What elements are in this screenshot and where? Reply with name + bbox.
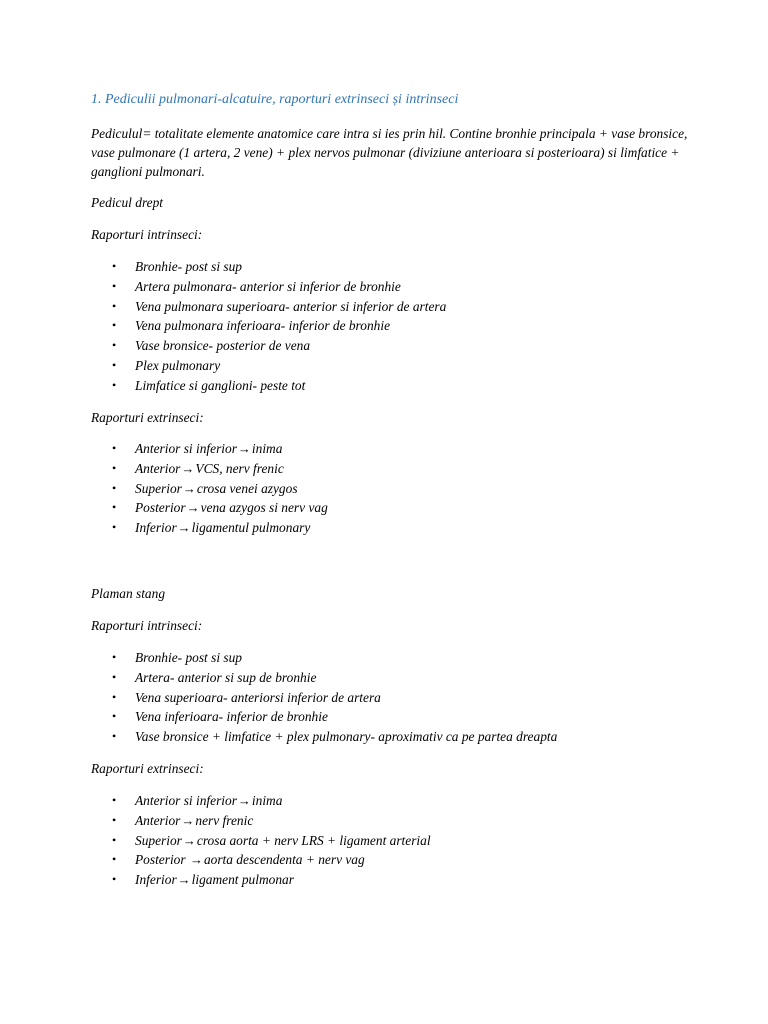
- relation-structure: ligamentul pulmonary: [191, 520, 311, 536]
- relation-direction: Anterior: [135, 812, 181, 828]
- relation-structure: inima: [251, 793, 283, 808]
- relation-structure: ligament pulmonar: [191, 872, 294, 888]
- list-item-text: [135, 498, 328, 518]
- bullet-icon: •: [112, 338, 117, 353]
- right-intrinsic-label: Raporturi intrinseci:: [91, 227, 203, 242]
- bullet-icon: •: [112, 259, 117, 273]
- relation-direction: Superior: [135, 832, 182, 848]
- right-arrow-icon: →: [186, 500, 200, 516]
- relation-direction: Anterior si inferior: [135, 441, 237, 456]
- bullet-icon: •: [112, 729, 117, 744]
- bullet-icon: •: [112, 832, 117, 847]
- relation-direction: Superior: [135, 480, 182, 496]
- bullet-icon: •: [112, 441, 117, 455]
- right-arrow-icon: →: [182, 480, 196, 496]
- relation-structure: nerv frenic: [195, 812, 254, 828]
- list-item-text: [135, 479, 298, 499]
- right-pedicle-title: Pedicul drept: [91, 195, 164, 210]
- relation-direction: Posterior: [135, 852, 189, 868]
- list-item-text: Vena superioara- anteriorsi inferior de artera: [135, 689, 381, 705]
- relation-structure: inima: [251, 441, 283, 456]
- list-item-text: Artera- anterior si sup de bronhie: [135, 669, 317, 685]
- list-item-text: [135, 811, 253, 831]
- list-item-text: [135, 439, 282, 459]
- list-item-text: Plex pulmonary: [135, 357, 221, 373]
- list-item-text: [135, 791, 282, 811]
- right-arrow-icon: →: [177, 520, 191, 536]
- list-item-text: Vase bronsice + limfatice + plex pulmonary- aproximativ ca pe partea dreapta: [135, 729, 558, 745]
- bullet-icon: •: [112, 689, 117, 704]
- list-item-text: Vase bronsice- posterior de vena: [135, 338, 311, 354]
- relation-direction: Posterior: [135, 500, 186, 516]
- list-item-text: Bronhie- post si sup: [135, 650, 243, 665]
- bullet-icon: •: [112, 852, 117, 867]
- bullet-icon: •: [112, 650, 117, 664]
- list-item-text: Vena inferioara- inferior de bronhie: [135, 709, 328, 725]
- bullet-icon: •: [112, 872, 117, 887]
- right-arrow-icon: →: [177, 872, 191, 888]
- right-arrow-icon: →: [237, 793, 251, 808]
- left-lung-title: Plaman stang: [91, 586, 166, 601]
- bullet-icon: •: [112, 357, 117, 372]
- relation-direction: Anterior: [135, 460, 181, 476]
- list-item-text: Vena pulmonara inferioara- inferior de bronhie: [135, 318, 391, 334]
- right-arrow-icon: →: [181, 812, 195, 828]
- bullet-icon: •: [112, 278, 117, 293]
- relation-direction: Inferior: [135, 872, 177, 888]
- right-arrow-icon: →: [237, 441, 251, 456]
- relation-structure: VCS, nerv frenic: [195, 460, 284, 476]
- right-arrow-icon: →: [189, 852, 203, 868]
- relation-structure: crosa aorta + nerv LRS + ligament arterial: [196, 832, 431, 848]
- right-arrow-icon: →: [182, 832, 196, 848]
- bullet-icon: •: [112, 669, 117, 684]
- list-item-text: [135, 831, 431, 851]
- relation-direction: Anterior si inferior: [135, 793, 237, 808]
- relation-structure: crosa venei azygos: [196, 480, 298, 496]
- bullet-icon: •: [112, 709, 117, 724]
- list-item-text: [135, 850, 365, 870]
- intro-paragraph: Pediculul= totalitate elemente anatomice care intra si ies prin hil. Contine bronhie principala + vase bronsice, vase pulmonare (1 artera, 2 vene) + plex nervos pulmonar (diviziune anterioara si posterioara) si limfatice + ganglioni pulmonari.: [91, 126, 688, 179]
- list-item-text: [135, 459, 284, 479]
- relation-direction: Inferior: [135, 520, 177, 536]
- list-item-text: Artera pulmonara- anterior si inferior de bronhie: [135, 278, 401, 294]
- bullet-icon: •: [112, 377, 117, 392]
- bullet-icon: •: [112, 460, 117, 475]
- list-item-text: [135, 870, 294, 890]
- bullet-icon: •: [112, 520, 117, 535]
- bullet-icon: •: [112, 500, 117, 515]
- left-extrinsic-label: Raporturi extrinseci:: [91, 761, 204, 776]
- list-item-text: Vena pulmonara superioara- anterior si inferior de artera: [135, 298, 447, 314]
- left-intrinsic-label: Raporturi intrinseci:: [91, 618, 203, 633]
- list-item-text: Bronhie- post si sup: [135, 259, 243, 274]
- relation-structure: vena azygos si nerv vag: [200, 500, 328, 516]
- list-item-text: [135, 518, 310, 538]
- section-heading: 1. Pediculii pulmonari-alcatuire, raporturi extrinseci și intrinseci: [91, 92, 459, 107]
- bullet-icon: •: [112, 480, 117, 495]
- bullet-icon: •: [112, 812, 117, 827]
- right-arrow-icon: →: [181, 460, 195, 476]
- relation-structure: aorta descendenta + nerv vag: [203, 852, 365, 868]
- bullet-icon: •: [112, 793, 117, 807]
- right-extrinsic-label: Raporturi extrinseci:: [91, 410, 204, 425]
- list-item-text: Limfatice si ganglioni- peste tot: [135, 377, 306, 393]
- bullet-icon: •: [112, 318, 117, 333]
- bullet-icon: •: [112, 298, 117, 313]
